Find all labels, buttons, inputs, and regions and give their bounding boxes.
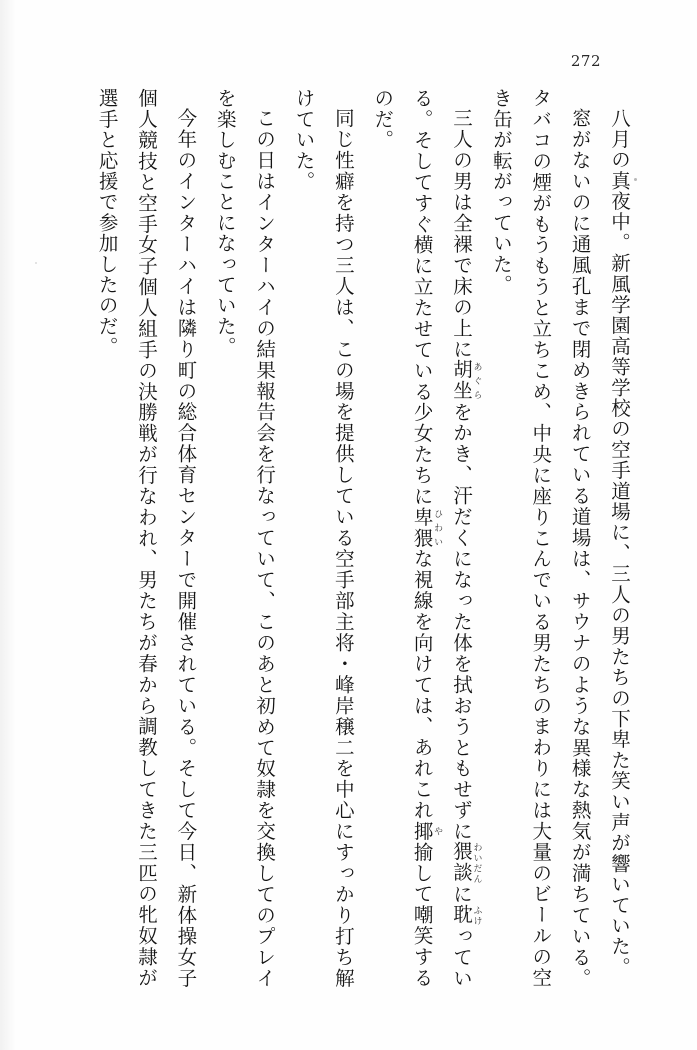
paragraph: 三人の男は全裸で床の上に胡坐あぐらをかき、汗だくになった体を拭おうともせずに猥談わいだんに耽ふけっている。そしてすぐ横に立たせている少女たちに卑猥ひわいな視線を向けては、あれこれ揶や揄して嘲笑するのだ。 bbox=[371, 88, 482, 988]
paragraph: この日はインターハイの結果報告会を行なっていて、このあと初めて奴隷を交換してのプレイを楽しむことになっていた。 bbox=[213, 88, 277, 988]
ruby-hiwai: 卑猥ひわい bbox=[410, 506, 443, 549]
ruby-waidan: 猥談わいだん bbox=[450, 841, 482, 884]
scan-artifact bbox=[35, 262, 37, 264]
page-body-text bbox=[58, 88, 639, 988]
paragraph: 同じ性癖を持つ三人は、この場を提供している空手部主将・峰岸穣二を中心にすっかり打ち解けていた。 bbox=[292, 88, 355, 988]
ruby-aguro: 胡坐あぐら bbox=[450, 359, 482, 402]
page-number: 272 bbox=[570, 52, 601, 70]
paragraph: 八月の真夜中。新風学園高等学校の空手道場に、三人の男たちの下卑た笑い声が響いていた。 bbox=[608, 107, 631, 977]
ruby-ya: 揶や bbox=[410, 820, 443, 842]
paragraph: 今年のインターハイは隣り町の総合体育センターで開催されている。そして今日、新体操女子個人競技と空手女子個人組手の決勝戦が行なわれ、男たちが春から調教してきた三匹の牝奴隷が選手と応援で参加したのだ。 bbox=[95, 88, 198, 988]
paragraph: 窓がないのに通風孔まで閉めきられている道場は、サウナのような異様な熱気が満ちている。タバコの煙がもうもうと立ちこめ、中央に座りこんでいる男たちのまわりには大量のビールの空き缶が転がっていた。 bbox=[489, 88, 592, 988]
page-edge-shading bbox=[0, 0, 16, 1050]
ruby-fuke: 耽ふけ bbox=[450, 904, 482, 926]
